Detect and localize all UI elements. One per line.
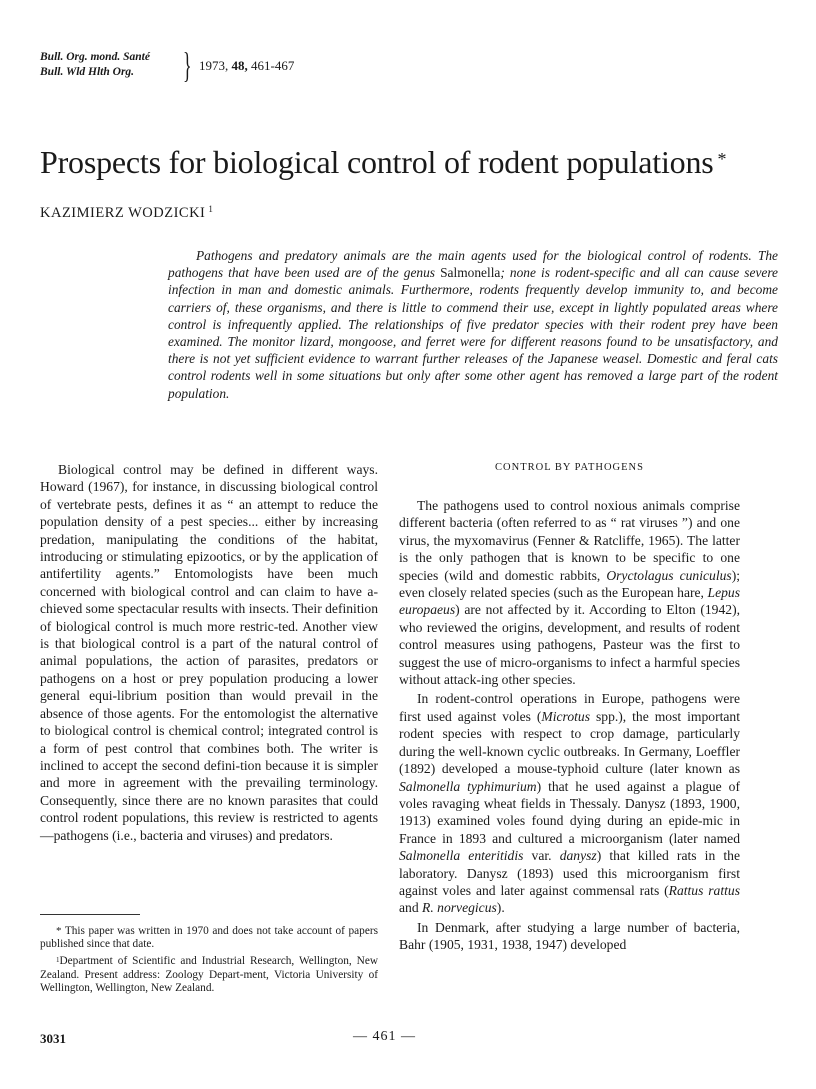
citation-year: 1973, xyxy=(199,58,229,73)
abstract-text-2: ; none is rodent-specific and all can cause severe infection in man and domestic animals. Furthermore, rodents frequently develop immunity to, and become carriers of, these organisms, and there is little to commend their use, except in lightly populated areas where control is infrequently applied. The relationships of five predator species with their rodent prey have been examined. The monitor lizard, mongoose, and ferret were for different reasons found to be unsatisfactory, and there is not yet sufficient evidence to warrant further releases of the Japanese weasel. Domestic and feral cats control rodents well in some situations but only after some other agent has removed a large part of the rodent population. xyxy=(168,265,778,401)
footnote-1 xyxy=(40,925,378,951)
text-run: ) are not affected by it. According to Elton (1942), who reviewed the origins, development, and results of rodent control measures using pathogens, Pasteur was the first to suggest the use of micro-organisms to infect a harmful species without attack-ing other species. xyxy=(399,602,740,688)
text-run: var. xyxy=(531,848,552,864)
footnotes xyxy=(40,925,378,999)
species-name: Rattus rattus xyxy=(668,882,740,898)
footnote-2 xyxy=(40,955,378,995)
document-code: 3031 xyxy=(40,1031,66,1046)
page-number: — 461 — xyxy=(353,1029,416,1044)
footnote-2-text: Department of Scientific and Industrial Research, Wellington, New Zealand. Present address: Zoology Depart-ment, Victoria University of Wellington, Wellington, New Zealand. xyxy=(40,955,378,994)
text-run: and xyxy=(399,900,419,916)
journal-name-english: Bull. Wld Hlth Org. xyxy=(40,66,135,78)
text-run: The pathogens used to control noxious animals comprise different bacteria (often referred to as “ rat viruses ”) and one virus, the myxomavirus (Fenner & Ratcliffe, 1965). The latter is the only pathogen that is known to be specific to one species (wild and domestic rabbits, xyxy=(399,498,740,583)
text-run: ) that killed rats in the laboratory. Danysz (1893) used this microorganism first against voles and later against commensal rats ( xyxy=(399,848,740,898)
section-heading: CONTROL BY PATHOGENS xyxy=(495,462,644,473)
brace-symbol: } xyxy=(183,45,192,85)
abstract xyxy=(168,247,778,402)
text-run: ). xyxy=(496,900,505,916)
body-paragraph xyxy=(399,497,740,688)
species-name: Microtus xyxy=(541,708,591,724)
footnote-1-text: This paper was written in 1970 and does not take account of papers published since that date. xyxy=(40,925,378,951)
journal-name-french: Bull. Org. mond. Santé xyxy=(40,51,150,63)
article-title xyxy=(40,143,726,186)
title-footnote-mark: * xyxy=(717,149,727,169)
text-run: spp.), the most important rodent species with respect to crop damage, particularly during the well-known cyclic outbreaks. In Germany, Loeffler (1892) developed a mouse-typhoid culture (later known as xyxy=(399,708,740,777)
body-paragraph: In Denmark, after studying a large number of bacteria, Bahr (1905, 1931, 1938, 1947) developed xyxy=(399,919,740,953)
author xyxy=(40,205,213,222)
species-name: danysz xyxy=(559,848,597,864)
species-name: Oryctolagus cuniculus xyxy=(606,567,732,583)
text-run: ) that he used against a plague of voles ravaging wheat fields in Thessaly. Danysz (1893, 1900, 1913) examined voles found dying during an epide-mic in France in 1893 and cultured a microorganism (later named xyxy=(399,778,740,846)
text-run: ); even closely related species (such as the European hare, xyxy=(399,567,740,601)
species-name: Salmonella typhimurium xyxy=(399,778,537,794)
abstract-text-1: Pathogens and predatory animals are the main agents used for the biological control of rodents. The pathogens that have been used are of the genus xyxy=(168,248,778,281)
author-footnote-mark: 1 xyxy=(208,204,214,214)
species-name: R. norvegicus xyxy=(422,900,497,916)
footnote-2-mark: 1 xyxy=(56,956,60,965)
species-name: Lepus europaeus xyxy=(399,585,740,618)
species-name: Salmonella enteritidis xyxy=(399,848,524,864)
footnote-1-mark: * xyxy=(56,925,62,937)
citation-volume: 48, xyxy=(231,58,248,73)
journal-names xyxy=(40,50,150,80)
article-title-text: Prospects for biological control of rodent populations xyxy=(40,144,714,180)
right-column xyxy=(399,459,740,954)
footnote-rule xyxy=(40,914,140,915)
left-column xyxy=(40,461,378,844)
body-paragraph: Biological control may be defined in different ways. Howard (1967), for instance, in discussing biological control of vertebrate pests, defines it as “ an attempt to reduce the population density of a pest species... either by increasing predation, manipulating the conditions of the habitat, introducing or stimulating epizootics, or by the application of antifertility agents.” Entomologists have been much concerned with biological control and can claim to have a-chieved some spectacular results with insects. Their definition of biological control is much more restric-ted. Another view is that biological control is a part of the natural control of animal populations, the action of parasites, predators or pathogens on a host or prey population producing a lower general equi-librium position than would prevail in the absence of those agents. For the entomologist the alternative to biological control is chemical control; integrated control is a form of pest control that combines both. The writer is inclined to accept the second defini-tion because it is simpler and more in agreement with the prevailing terminology. Consequently, since there are no known parasites that could control rodent populations, this review is restricted to agents—pathogens (i.e., bacteria and viruses) and predators. xyxy=(40,462,378,843)
citation xyxy=(199,58,294,74)
abstract-genus: Salmonella xyxy=(440,265,501,281)
author-name: KAZIMIERZ WODZICKI xyxy=(40,205,206,221)
body-paragraph xyxy=(399,690,740,916)
citation-pages: 461-467 xyxy=(251,58,295,73)
text-run: In rodent-control operations in Europe, pathogens were first used against voles ( xyxy=(399,691,740,724)
